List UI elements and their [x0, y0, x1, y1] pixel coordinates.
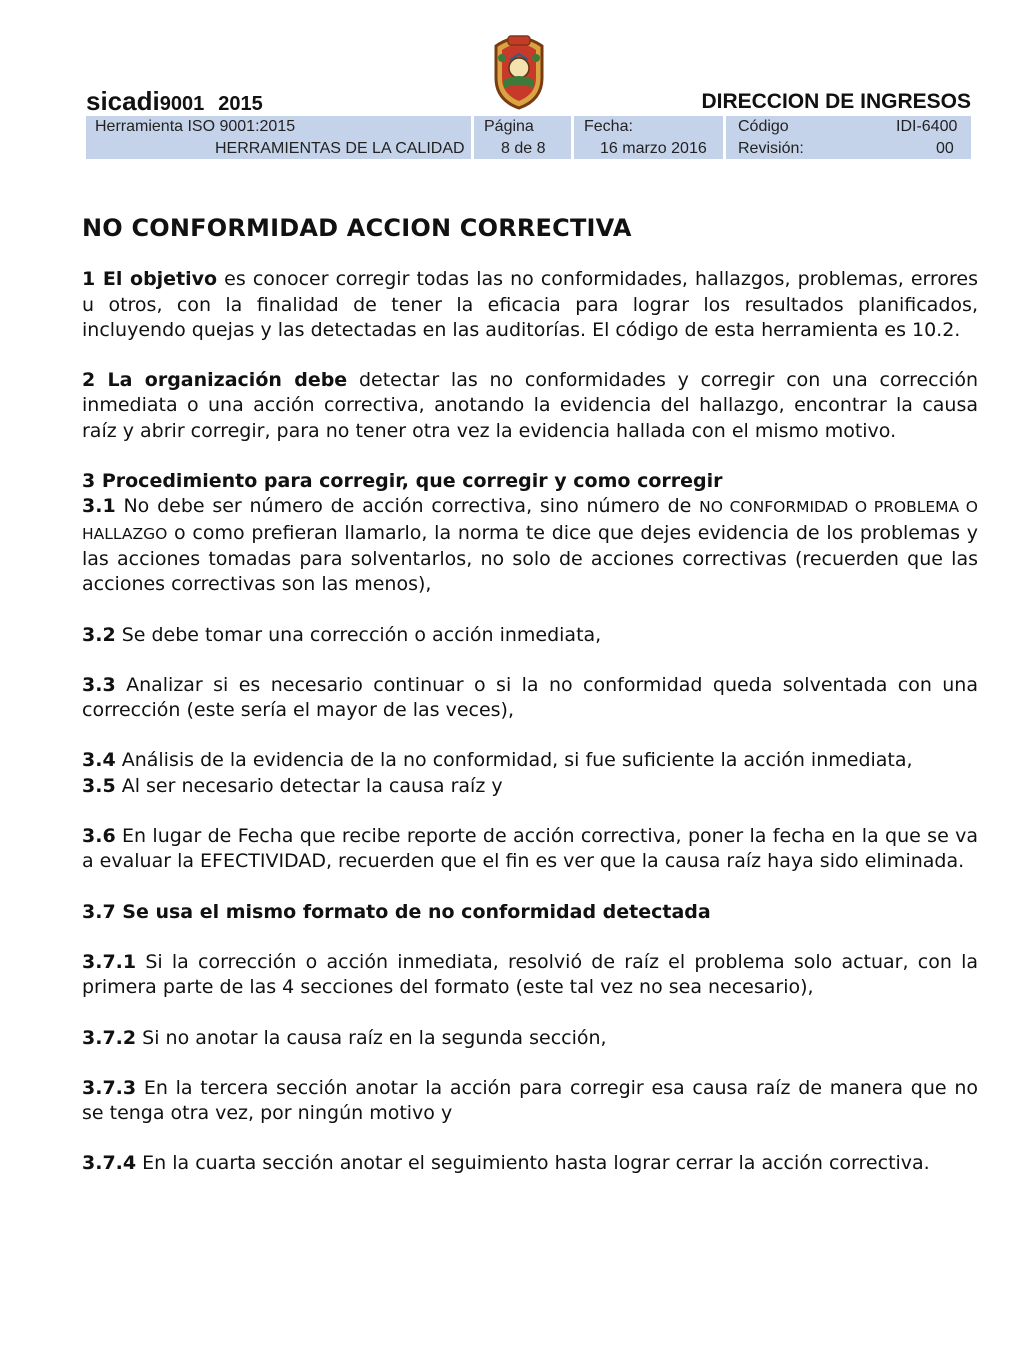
- section-3-6: [82, 824, 978, 875]
- date-value: 16 marzo 2016: [600, 140, 707, 157]
- date-label: Fecha:: [584, 118, 633, 135]
- section-3-7-3-text: En la tercera sección anotar la acción para corregir esa causa raíz de manera que no se tenga otra vez, por ningún motivo y: [82, 1076, 978, 1125]
- band-separator: [571, 116, 574, 159]
- tool-title: HERRAMIENTAS DE LA CALIDAD: [215, 140, 465, 157]
- band-separator: [723, 116, 726, 159]
- section-3-4: [82, 748, 978, 773]
- document-title: NO CONFORMIDAD ACCION CORRECTIVA: [82, 214, 632, 242]
- document-control-band: [86, 116, 971, 159]
- section-3-1-text-a: No debe ser número de acción correctiva, sino número de: [115, 495, 700, 518]
- revision-label: Revisión:: [738, 140, 804, 157]
- document-body: [82, 216, 978, 1177]
- brand-year: 2015: [218, 93, 263, 115]
- department-title: DIRECCION DE INGRESOS: [701, 90, 971, 113]
- section-3-2-text: Se debe tomar una corrección o acción inmediata,: [115, 623, 602, 646]
- section-3-1-text-b: o como prefieran llamarlo, la norma te dice que dejes evidencia de los problemas y las acciones tomadas para solventarlos, no solo de acciones correctivas (recuerden que las acciones correctivas son las menos),: [82, 521, 978, 596]
- section-3-7-heading-text: 3.7 Se usa el mismo formato de no conformidad detectada: [82, 900, 711, 923]
- section-3-7-4-text: En la cuarta sección anotar el seguimiento hasta lograr cerrar la acción correctiva.: [136, 1152, 930, 1175]
- section-3-7-4: [82, 1151, 978, 1176]
- section-3-6-number: 3.6: [82, 825, 116, 848]
- section-3-7-heading: [82, 900, 978, 925]
- section-3-7-2: [82, 1026, 978, 1051]
- section-3-heading-text: 3 Procedimiento para corregir, que corregir y como corregir: [82, 470, 723, 493]
- section-3-1: [82, 494, 978, 597]
- section-1-text: es conocer corregir todas las no conformidades, hallazgos, problemas, errores u otros, con la finalidad de tener la eficacia para lograr los resultados planificados, incluyendo quejas y las detectadas en las auditorías. El código de esta herramienta es 10.2.: [82, 268, 979, 341]
- section-3-4-number: 3.4: [82, 749, 116, 772]
- section-1: [82, 267, 978, 343]
- section-3-5-number: 3.5: [82, 774, 116, 797]
- section-3-7-2-number: 3.7.2: [82, 1026, 137, 1049]
- brand-name: sicadi: [86, 86, 160, 116]
- section-2-text: detectar las no conformidades y corregir con una corrección inmediata o una acción correctiva, anotando la evidencia del hallazgo, encontrar la causa raíz y abrir corregir, para no tener otra vez la evidencia hallada con el mismo motivo.: [82, 369, 978, 442]
- revision-value: 00: [936, 140, 954, 157]
- header-brand: [86, 86, 263, 117]
- section-3-1-number: 3.1: [82, 495, 116, 518]
- section-3-2: [82, 623, 978, 648]
- coat-of-arms-logo: [486, 28, 552, 110]
- section-3-7-3: [82, 1076, 978, 1127]
- section-3-2-number: 3.2: [82, 623, 116, 646]
- section-3-5: [82, 774, 978, 799]
- section-3-6-text: En lugar de Fecha que recibe reporte de acción correctiva, poner la fecha en la que se va a evaluar la EFECTIVIDAD, recuerden que el fin es ver que la causa raíz haya sido eliminada.: [82, 825, 978, 873]
- section-3-4-text: Análisis de la evidencia de la no conformidad, si fue suficiente la acción inmediata,: [115, 749, 913, 772]
- section-1-lead: 1 El objetivo: [82, 268, 218, 291]
- section-2: [82, 368, 978, 444]
- section-2-lead: 2 La organización debe: [82, 369, 348, 392]
- page-label: Página: [484, 118, 534, 135]
- section-3-7-4-number: 3.7.4: [82, 1152, 137, 1175]
- section-3-7-2-text: Si no anotar la causa raíz en la segunda sección,: [136, 1026, 607, 1049]
- section-3-5-text: Al ser necesario detectar la causa raíz y: [115, 774, 503, 797]
- tool-label: Herramienta ISO 9001:2015: [95, 118, 296, 135]
- page-value: 8 de 8: [501, 140, 546, 157]
- band-separator: [471, 116, 474, 159]
- section-3-7-1-number: 3.7.1: [82, 950, 137, 973]
- brand-number: 9001: [159, 93, 205, 115]
- code-value: IDI-6400: [896, 118, 958, 135]
- section-3-3-number: 3.3: [82, 673, 116, 696]
- section-3-3: [82, 673, 978, 724]
- section-3-7-3-number: 3.7.3: [82, 1076, 137, 1099]
- section-3-1-caps: NO CONFORMIDAD O PROBLEMA O HALLAZGO: [82, 498, 978, 543]
- code-label: Código: [738, 118, 789, 135]
- section-3-heading: [82, 469, 978, 494]
- section-3-3-text: Analizar si es necesario continuar o si la no conformidad queda solventada con una corrección (este sería el mayor de las veces),: [82, 673, 978, 722]
- section-3-7-1: [82, 950, 978, 1001]
- section-3-7-1-text: Si la corrección o acción inmediata, resolvió de raíz el problema solo actuar, con la primera parte de las 4 secciones del formato (este tal vez no sea necesario),: [82, 950, 978, 999]
